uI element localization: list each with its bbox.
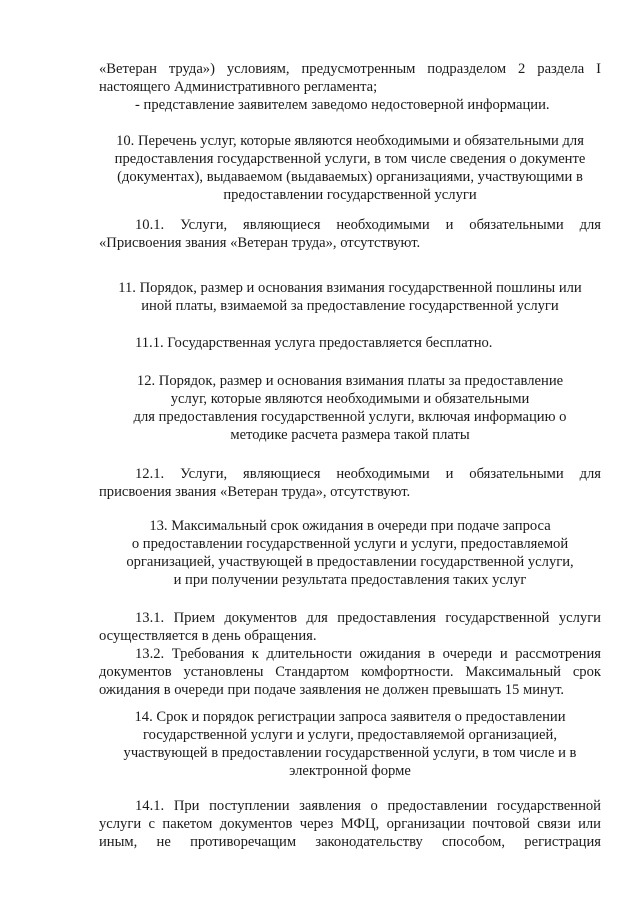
heading-line: участвующей в предоставлении государственной услуги, в том числе и в	[123, 745, 577, 761]
paragraph-line: 14.1. При поступлении заявления о предоставлении государственной	[135, 798, 601, 814]
section-14-heading	[99, 708, 601, 780]
paragraph-line: иным, не противоречащим законодательству способом, регистрация	[99, 834, 601, 850]
paragraph-line: 12.1. Услуги, являющиеся необходимыми и обязательными для	[135, 466, 601, 482]
heading-line: электронной форме	[289, 763, 411, 779]
heading-line: иной платы, взимаемой за предоставление государственной услуги	[141, 298, 559, 314]
intro-line-2: настоящего Административного регламента;	[99, 79, 378, 95]
section-10-heading	[99, 132, 601, 204]
paragraph-line: присвоения звания «Ветеран труда», отсутствуют.	[99, 484, 411, 500]
heading-line: предоставлении государственной услуги	[223, 187, 477, 203]
section-11-heading	[99, 279, 601, 315]
section-13-1-paragraph	[99, 609, 601, 645]
heading-line: предоставления государственной услуги, в том числе сведения о документе	[114, 151, 586, 167]
section-12-1-paragraph	[99, 465, 601, 501]
paragraph-line: 13.1. Прием документов для предоставления государственной услуги	[135, 610, 601, 626]
heading-line: 14. Срок и порядок регистрации запроса заявителя о предоставлении	[134, 709, 566, 725]
paragraph-line: 13.2. Требования к длительности ожидания в очереди и рассмотрения	[135, 646, 601, 662]
heading-line: методике расчета размера такой платы	[230, 427, 470, 443]
section-12-heading	[99, 372, 601, 444]
paragraph-line: «Присвоения звания «Ветеран труда», отсутствуют.	[99, 235, 421, 251]
paragraph-line: документов установлены Стандартом комфортности. Максимальный срок	[99, 664, 601, 680]
section-14-1-paragraph	[99, 797, 601, 851]
heading-line: 11. Порядок, размер и основания взимания государственной пошлины или	[118, 280, 582, 296]
paragraph-line: 11.1. Государственная услуга предоставляется бесплатно.	[135, 335, 493, 351]
heading-line: о предоставлении государственной услуги и услуги, предоставляемой	[131, 536, 569, 552]
heading-line: организацией, участвующей в предоставлении государственной услуги,	[126, 554, 574, 570]
section-13-heading	[99, 517, 601, 589]
intro-line-3: - представление заявителем заведомо недостоверной информации.	[135, 97, 550, 113]
paragraph-line: осуществляется в день обращения.	[99, 628, 317, 644]
paragraph-line: услуги с пакетом документов через МФЦ, организации почтовой связи или	[99, 816, 601, 832]
heading-line: 12. Порядок, размер и основания взимания платы за предоставление	[136, 373, 564, 389]
heading-line: для предоставления государственной услуги, включая информацию о	[133, 409, 567, 425]
heading-line: 10. Перечень услуг, которые являются необходимыми и обязательными для	[116, 133, 584, 149]
heading-line: услуг, которые являются необходимыми и обязательными	[170, 391, 530, 407]
section-13-2-paragraph	[99, 645, 601, 699]
heading-line: 13. Максимальный срок ожидания в очереди при подаче запроса	[149, 518, 551, 534]
section-10-1-paragraph	[99, 216, 601, 252]
heading-line: (документах), выдаваемом (выдаваемых) организациями, участвующими в	[117, 169, 583, 185]
heading-line: и при получении результата предоставления таких услуг	[173, 572, 527, 588]
section-11-1-paragraph	[99, 334, 601, 352]
heading-line: государственной услуги и услуги, предоставляемой организацией,	[143, 727, 557, 743]
paragraph-line: 10.1. Услуги, являющиеся необходимыми и обязательными для	[135, 217, 601, 233]
paragraph-line: ожидания в очереди при подаче заявления не должен превышать 15 минут.	[99, 682, 565, 698]
intro-line-1: «Ветеран труда») условиям, предусмотренным подразделом 2 раздела I	[99, 61, 601, 77]
intro-paragraph	[99, 60, 601, 114]
